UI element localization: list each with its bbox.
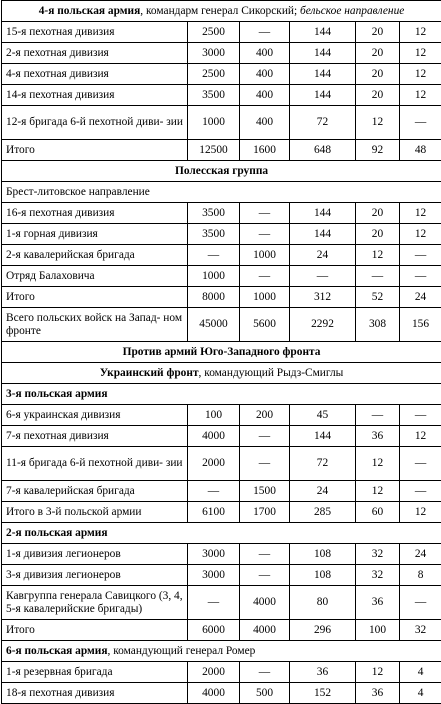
value-cell-5: 156 <box>400 308 441 342</box>
value-cell-1: 2000 <box>188 447 240 481</box>
value-cell-4: 32 <box>356 544 400 565</box>
value-cell-4: 12 <box>356 481 400 502</box>
forces-table <box>1 0 441 704</box>
value-cell-3: 648 <box>290 140 356 161</box>
value-cell-1: 1000 <box>188 266 240 287</box>
value-cell-5: 12 <box>400 43 441 64</box>
value-cell-2: — <box>240 224 290 245</box>
section-header <box>2 363 441 384</box>
unit-name: 1-я дивизия легионеров <box>2 544 188 565</box>
value-cell-1: 45000 <box>188 308 240 342</box>
value-cell-1: 3500 <box>188 224 240 245</box>
table-row <box>2 405 441 426</box>
value-cell-1: 4000 <box>188 683 240 704</box>
value-cell-5: — <box>400 106 441 140</box>
table-row <box>2 224 441 245</box>
value-cell-1: 100 <box>188 405 240 426</box>
table-row <box>2 85 441 106</box>
unit-name: Всего польских войск на Запад- ном фронте <box>2 308 188 342</box>
section-header-bold: Украинский фронт <box>100 367 199 379</box>
value-cell-2: 400 <box>240 106 290 140</box>
value-cell-1: 8000 <box>188 287 240 308</box>
value-cell-3: — <box>290 266 356 287</box>
value-cell-2: 500 <box>240 683 290 704</box>
value-cell-5: 8 <box>400 565 441 586</box>
value-cell-1: 2500 <box>188 64 240 85</box>
value-cell-5: 24 <box>400 544 441 565</box>
value-cell-5: 12 <box>400 64 441 85</box>
value-cell-3: 144 <box>290 43 356 64</box>
unit-name: 7-я пехотная дивизия <box>2 426 188 447</box>
value-cell-2: — <box>240 662 290 683</box>
value-cell-2: — <box>240 565 290 586</box>
section-header-text: , командующий генерал Ромер <box>108 645 256 657</box>
unit-name: 15-я пехотная дивизия <box>2 22 188 43</box>
value-cell-3: 45 <box>290 405 356 426</box>
value-cell-4: — <box>356 266 400 287</box>
value-cell-3: 24 <box>290 245 356 266</box>
value-cell-3: 144 <box>290 224 356 245</box>
unit-name: 4-я пехотная дивизия <box>2 64 188 85</box>
section-header-row <box>2 161 441 182</box>
value-cell-3: 24 <box>290 481 356 502</box>
section-header <box>2 641 441 662</box>
value-cell-2: — <box>240 544 290 565</box>
value-cell-5: 48 <box>400 140 441 161</box>
value-cell-1: 3000 <box>188 544 240 565</box>
value-cell-4: 92 <box>356 140 400 161</box>
value-cell-4: 12 <box>356 447 400 481</box>
section-header <box>2 1 441 22</box>
value-cell-3: 144 <box>290 203 356 224</box>
value-cell-3: 72 <box>290 106 356 140</box>
value-cell-3: 144 <box>290 85 356 106</box>
section-header-bold: Полесская группа <box>175 165 268 177</box>
section-header <box>2 384 441 405</box>
value-cell-3: 144 <box>290 426 356 447</box>
value-cell-4: 100 <box>356 620 400 641</box>
table-row <box>2 203 441 224</box>
value-cell-4: 20 <box>356 64 400 85</box>
value-cell-4: 52 <box>356 287 400 308</box>
value-cell-4: 20 <box>356 85 400 106</box>
value-cell-5: 4 <box>400 683 441 704</box>
value-cell-4: 36 <box>356 586 400 620</box>
section-header-bold: Против армий Юго-Западного фронта <box>123 346 321 358</box>
table-row <box>2 620 441 641</box>
section-header-text: , командующий Рыдз-Смиглы <box>199 367 344 379</box>
section-header <box>2 523 441 544</box>
value-cell-3: 144 <box>290 64 356 85</box>
value-cell-1: 6100 <box>188 502 240 523</box>
value-cell-5: 12 <box>400 224 441 245</box>
unit-name: Итого в 3-й польской армии <box>2 502 188 523</box>
unit-name: 16-я пехотная дивизия <box>2 203 188 224</box>
section-header-row <box>2 384 441 405</box>
value-cell-3: 312 <box>290 287 356 308</box>
unit-name: 2-я пехотная дивизия <box>2 43 188 64</box>
section-header-row <box>2 1 441 22</box>
table-row <box>2 683 441 704</box>
unit-name: 7-я кавалерийская бригада <box>2 481 188 502</box>
unit-name: 1-я резервная бригада <box>2 662 188 683</box>
value-cell-1: 6000 <box>188 620 240 641</box>
value-cell-4: — <box>356 405 400 426</box>
value-cell-2: 1000 <box>240 245 290 266</box>
value-cell-1: 1000 <box>188 106 240 140</box>
value-cell-2: 4000 <box>240 620 290 641</box>
unit-name: 18-я пехотная дивизия <box>2 683 188 704</box>
table-row <box>2 43 441 64</box>
table-row <box>2 140 441 161</box>
value-cell-1: 12500 <box>188 140 240 161</box>
unit-name: 14-я пехотная дивизия <box>2 85 188 106</box>
value-cell-2: — <box>240 203 290 224</box>
table-row <box>2 22 441 43</box>
section-header-text: Брест-литовское направление <box>6 186 150 198</box>
value-cell-5: 4 <box>400 662 441 683</box>
value-cell-5: — <box>400 447 441 481</box>
value-cell-4: 20 <box>356 203 400 224</box>
section-header-bold: 2-я польская армия <box>6 527 108 539</box>
table-row <box>2 565 441 586</box>
value-cell-5: — <box>400 245 441 266</box>
value-cell-4: 36 <box>356 683 400 704</box>
value-cell-4: 12 <box>356 245 400 266</box>
table-row <box>2 245 441 266</box>
value-cell-2: — <box>240 426 290 447</box>
value-cell-3: 108 <box>290 544 356 565</box>
section-header-bold: 6-я польская армия <box>6 645 108 657</box>
unit-name: 12-я бригада 6-й пехотной диви- зии <box>2 106 188 140</box>
value-cell-5: 12 <box>400 85 441 106</box>
value-cell-2: — <box>240 266 290 287</box>
value-cell-2: — <box>240 447 290 481</box>
value-cell-3: 36 <box>290 662 356 683</box>
section-header <box>2 182 441 203</box>
table-row <box>2 586 441 620</box>
value-cell-1: — <box>188 481 240 502</box>
section-header-row <box>2 182 441 203</box>
unit-name: 1-я горная дивизия <box>2 224 188 245</box>
value-cell-3: 285 <box>290 502 356 523</box>
section-header-text: , командарм генерал Сикорский; <box>140 5 300 17</box>
table-row <box>2 447 441 481</box>
value-cell-2: 1700 <box>240 502 290 523</box>
value-cell-5: 32 <box>400 620 441 641</box>
value-cell-2: — <box>240 22 290 43</box>
value-cell-4: 20 <box>356 22 400 43</box>
value-cell-3: 80 <box>290 586 356 620</box>
value-cell-5: — <box>400 405 441 426</box>
section-header-row <box>2 641 441 662</box>
table-row <box>2 106 441 140</box>
unit-name: 2-я кавалерийская бригада <box>2 245 188 266</box>
value-cell-5: — <box>400 266 441 287</box>
value-cell-4: 60 <box>356 502 400 523</box>
value-cell-2: 200 <box>240 405 290 426</box>
value-cell-3: 2292 <box>290 308 356 342</box>
value-cell-1: 2500 <box>188 22 240 43</box>
unit-name: Итого <box>2 140 188 161</box>
value-cell-1: 4000 <box>188 426 240 447</box>
value-cell-4: 12 <box>356 106 400 140</box>
table-row <box>2 426 441 447</box>
value-cell-1: 2000 <box>188 662 240 683</box>
value-cell-1: 3500 <box>188 85 240 106</box>
table-row <box>2 544 441 565</box>
unit-name: Итого <box>2 287 188 308</box>
value-cell-2: 400 <box>240 85 290 106</box>
value-cell-2: 400 <box>240 43 290 64</box>
value-cell-4: 308 <box>356 308 400 342</box>
table-row <box>2 308 441 342</box>
value-cell-1: 3000 <box>188 565 240 586</box>
unit-name: 11-я бригада 6-й пехотной диви- зии <box>2 447 188 481</box>
value-cell-4: 36 <box>356 426 400 447</box>
value-cell-2: 1000 <box>240 287 290 308</box>
unit-name: Кавгруппа генерала Савицкого (3, 4, 5-я кавалерийские бригады) <box>2 586 188 620</box>
value-cell-4: 12 <box>356 662 400 683</box>
value-cell-3: 144 <box>290 22 356 43</box>
value-cell-1: — <box>188 586 240 620</box>
section-header <box>2 342 441 363</box>
table-row <box>2 502 441 523</box>
value-cell-3: 108 <box>290 565 356 586</box>
value-cell-5: 12 <box>400 502 441 523</box>
value-cell-1: — <box>188 245 240 266</box>
unit-name: Итого <box>2 620 188 641</box>
value-cell-5: 24 <box>400 287 441 308</box>
forces-table-body <box>2 1 441 704</box>
value-cell-3: 296 <box>290 620 356 641</box>
table-row <box>2 64 441 85</box>
section-header-bold: 3-я польская армия <box>6 388 108 400</box>
value-cell-2: 4000 <box>240 586 290 620</box>
unit-name: Отряд Балаховича <box>2 266 188 287</box>
table-row <box>2 266 441 287</box>
value-cell-2: 5600 <box>240 308 290 342</box>
section-header <box>2 161 441 182</box>
unit-name: 3-я дивизия легионеров <box>2 565 188 586</box>
value-cell-5: 12 <box>400 426 441 447</box>
value-cell-4: 20 <box>356 43 400 64</box>
value-cell-2: 1500 <box>240 481 290 502</box>
value-cell-5: 12 <box>400 203 441 224</box>
unit-name: 6-я украинская дивизия <box>2 405 188 426</box>
section-header-bold: 4-я польская армия <box>39 5 141 17</box>
section-header-row <box>2 363 441 384</box>
value-cell-4: 20 <box>356 224 400 245</box>
value-cell-2: 400 <box>240 64 290 85</box>
value-cell-2: 1600 <box>240 140 290 161</box>
table-row <box>2 662 441 683</box>
table-row <box>2 481 441 502</box>
value-cell-3: 72 <box>290 447 356 481</box>
value-cell-3: 152 <box>290 683 356 704</box>
value-cell-5: 12 <box>400 22 441 43</box>
value-cell-5: — <box>400 586 441 620</box>
value-cell-1: 3000 <box>188 43 240 64</box>
table-row <box>2 287 441 308</box>
section-header-row <box>2 523 441 544</box>
value-cell-5: — <box>400 481 441 502</box>
section-header-row <box>2 342 441 363</box>
section-header-italic: бельское направление <box>300 5 404 17</box>
value-cell-4: 32 <box>356 565 400 586</box>
value-cell-1: 3500 <box>188 203 240 224</box>
